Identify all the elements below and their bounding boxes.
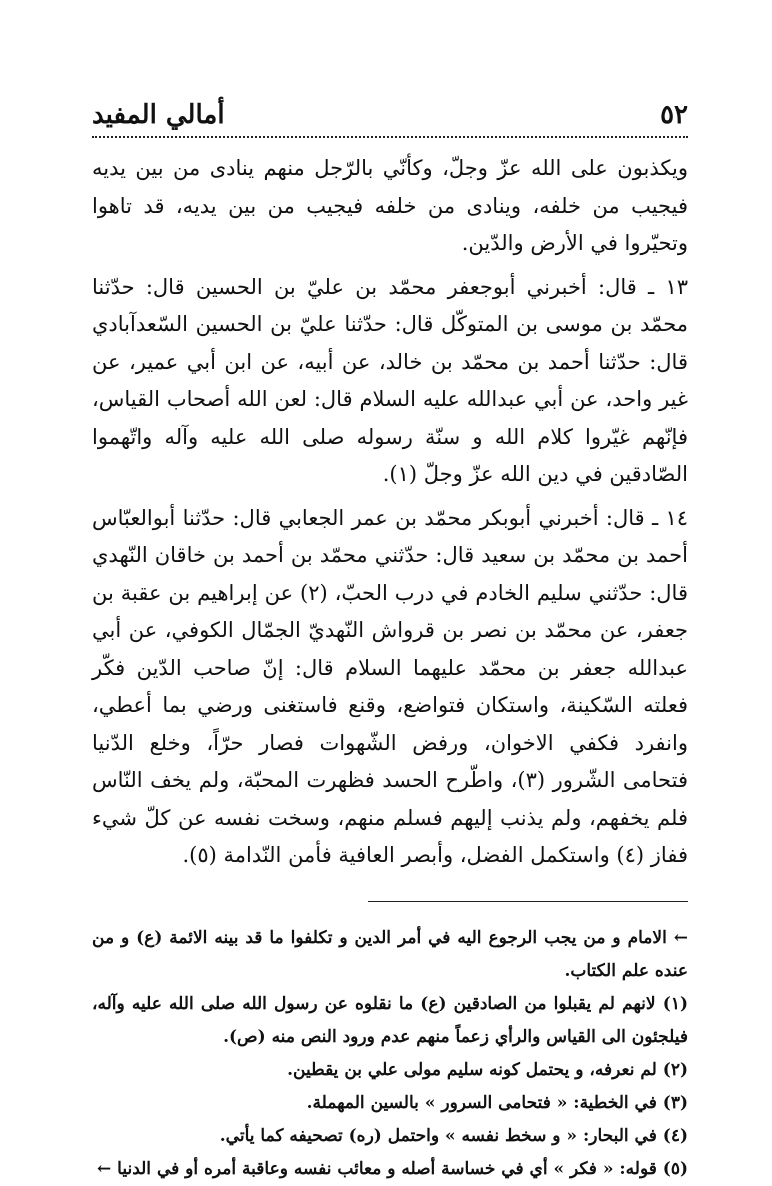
footnote-1: (١) لانهم لم يقبلوا من الصادقين (ع) ما نقلوه عن رسول الله صلى الله عليه وآله، فيلجئون الى القياس والرأي زعماً منهم عدم ورود النص منه (ص). (92, 993, 688, 1047)
page-header (92, 86, 688, 138)
footnote-4: (٤) في البحار: « و سخط نفسه » واحتمل (ره) تصحيفه كما يأتي. (219, 1125, 688, 1146)
paragraph-hadith-14: ١٤ ـ قال: أخبرني أبوبكر محمّد بن عمر الجعابي قال: حدّثنا أبوالعبّاس أحمد بن محمّد بن سعيد قال: حدّثني محمّد بن أحمد بن خاقان النّهدي قال: حدّثني سليم الخادم في درب الحبّ، (٢) عن إبراهيم بن عقبة بن جعفر، عن محمّد بن نصر بن قرواش النّهديّ الجمّال الكوفي، عن أبي عبدالله جعفر بن محمّد عليهما السلام قال: إنّ صاحب الدّين فكّر فعلته السّكينة، واستكان فتواضع، وقنع فاستغنى ورضي بما أعطي، وانفرد فكفي الاخوان، ورفض الشّهوات فصار حرّاً، وخلع الدّنيا فتحامى الشّرور (٣)، واطّرح الحسد فظهرت المحبّة، ولم يخف النّاس فلم يخفهم، ولم يذنب إليهم فسلم منهم، وسخت نفسه عن كلّ شيء ففاز (٤) واستكمل الفضل، وأبصر العافية فأمن النّدامة (٥). (92, 505, 688, 867)
footnote-continued: ← الامام و من يجب الرجوع اليه في أمر الدين و تكلفوا ما قد بينه الائمة (ع) و من عنده علم الكتاب. (92, 927, 688, 981)
main-text (92, 150, 688, 875)
book-title: أمالي المفيد (92, 100, 225, 130)
footnotes (92, 922, 688, 1186)
page-number: ٥٢ (660, 100, 688, 130)
paragraph-continuation: ويكذبون على الله عزّ وجلّ، وكأنّي بالرّجل منهم ينادى من بين يديه فيجيب من خلفه، وينادى من خلفه فيجيب من بين يديه، قد تاهوا وتحيّروا في الأرض والدّين. (92, 156, 688, 255)
paragraph-hadith-13: ١٣ ـ قال: أخبرني أبوجعفر محمّد بن عليّ بن الحسين قال: حدّثنا محمّد بن موسى بن المتوكّل قال: حدّثنا عليّ بن الحسين السّعدآبادي قال: حدّثنا أحمد بن محمّد بن خالد، عن أبيه، عن ابن أبي عمير، عن غير واحد، عن أبي عبدالله عليه السلام قال: لعن الله أصحاب القياس، فإنّهم غيّروا كلام الله و سنّة رسوله صلى الله عليه وآله واتّهموا الصّادقين في دين الله عزّ وجلّ (١). (92, 274, 688, 486)
footnote-3: (٣) في الخطية: « فتحامى السرور » بالسين المهملة. (306, 1092, 688, 1113)
footnote-5: (٥) قوله: « فكر » أي في خساسة أصله و معائب نفسه وعاقبة أمره أو في الدنيا ← (97, 1158, 688, 1179)
footnote-separator (368, 901, 688, 902)
footnote-2: (٢) لم نعرفه، و يحتمل كونه سليم مولى علي بن يقطين. (287, 1059, 688, 1080)
